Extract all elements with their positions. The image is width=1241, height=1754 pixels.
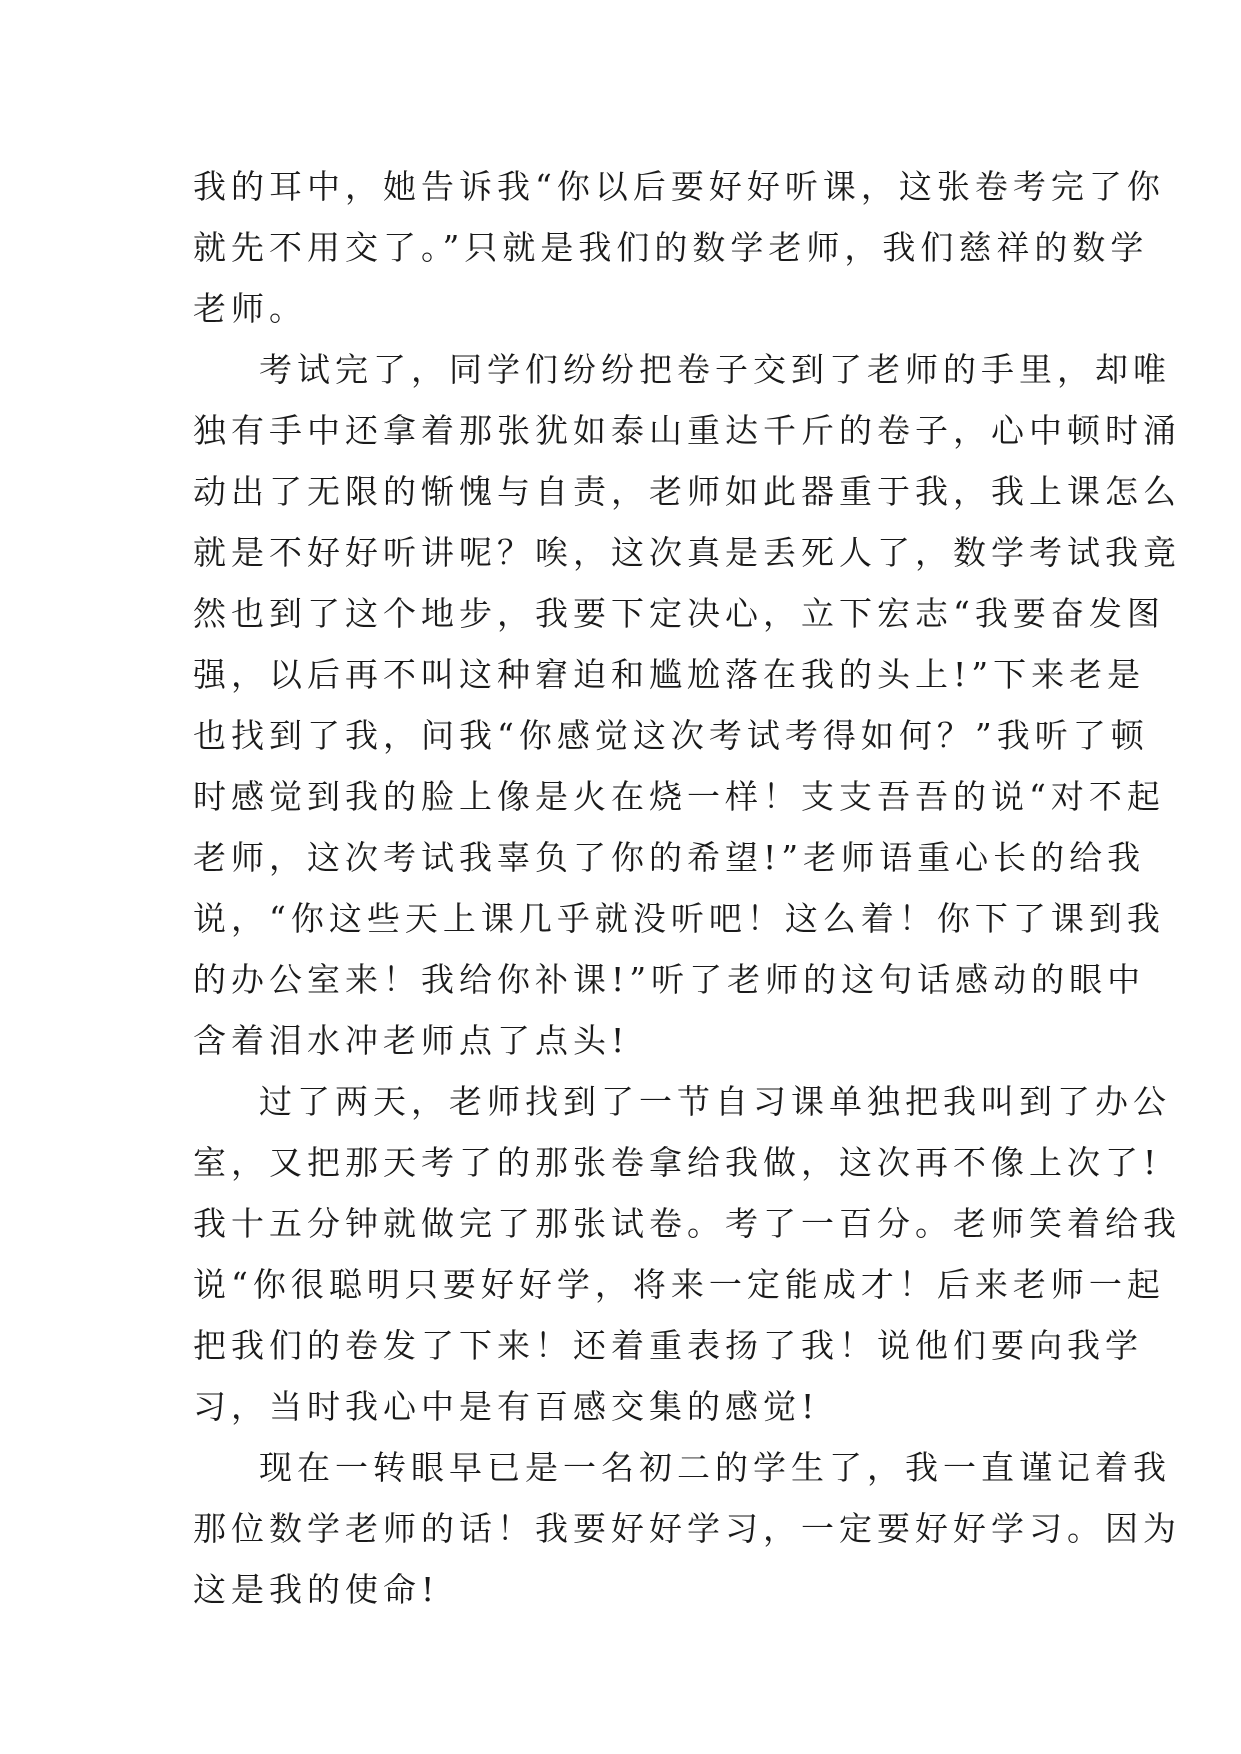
text-line: 把我们的卷发了下来！还着重表扬了我！说他们要向我学 (193, 1326, 1143, 1365)
text-line: 也找到了我，问我“你感觉这次考试考得如何？”我听了顿 (193, 716, 1149, 755)
text-line: 说“你很聪明只要好好学，将来一定能成才！后来老师一起 (193, 1265, 1165, 1304)
text-line: 过了两天，老师找到了一节自习课单独把我叫到了办公 (259, 1082, 1171, 1121)
text-line: 强，以后再不叫这种窘迫和尴尬落在我的头上!”下来老是 (193, 655, 1146, 694)
text-line: 我十五分钟就做完了那张试卷。考了一百分。老师笑着给我 (193, 1204, 1181, 1243)
text-line: 现在一转眼早已是一名初二的学生了，我一直谨记着我 (259, 1448, 1171, 1487)
text-line: 就是不好好听讲呢？唉，这次真是丢死人了，数学考试我竟 (193, 533, 1181, 572)
text-line: 室，又把那天考了的那张卷拿给我做，这次再不像上次了! (193, 1143, 1162, 1182)
text-line: 的办公室来！我给你补课!”听了老师的这句话感动的眼中 (193, 960, 1146, 999)
text-line: 老师。 (193, 289, 307, 328)
text-line: 考试完了，同学们纷纷把卷子交到了老师的手里，却唯 (259, 350, 1171, 389)
text-line: 就先不用交了。”只就是我们的数学老师，我们慈祥的数学 (193, 228, 1149, 267)
text-line: 然也到了这个地步，我要下定决心，立下宏志“我要奋发图 (193, 594, 1165, 633)
text-line: 含着泪水冲老师点了点头! (193, 1021, 630, 1060)
text-line: 时感觉到我的脸上像是火在烧一样！支支吾吾的说“对不起 (193, 777, 1165, 816)
text-line: 老师，这次考试我辜负了你的希望!”老师语重心长的给我 (193, 838, 1146, 877)
text-line: 这是我的使命! (193, 1570, 440, 1609)
text-line: 那位数学老师的话！我要好好学习，一定要好好学习。因为 (193, 1509, 1181, 1548)
document-body-text (193, 156, 1181, 1620)
text-line: 说，“你这些天上课几乎就没听吧！这么着！你下了课到我 (193, 899, 1165, 938)
text-line: 我的耳中，她告诉我“你以后要好好听课，这张卷考完了你 (193, 167, 1165, 206)
text-line: 习，当时我心中是有百感交集的感觉! (193, 1387, 820, 1426)
text-line: 动出了无限的惭愧与自责，老师如此器重于我，我上课怎么 (193, 472, 1181, 511)
text-line: 独有手中还拿着那张犹如泰山重达千斤的卷子，心中顿时涌 (193, 411, 1181, 450)
